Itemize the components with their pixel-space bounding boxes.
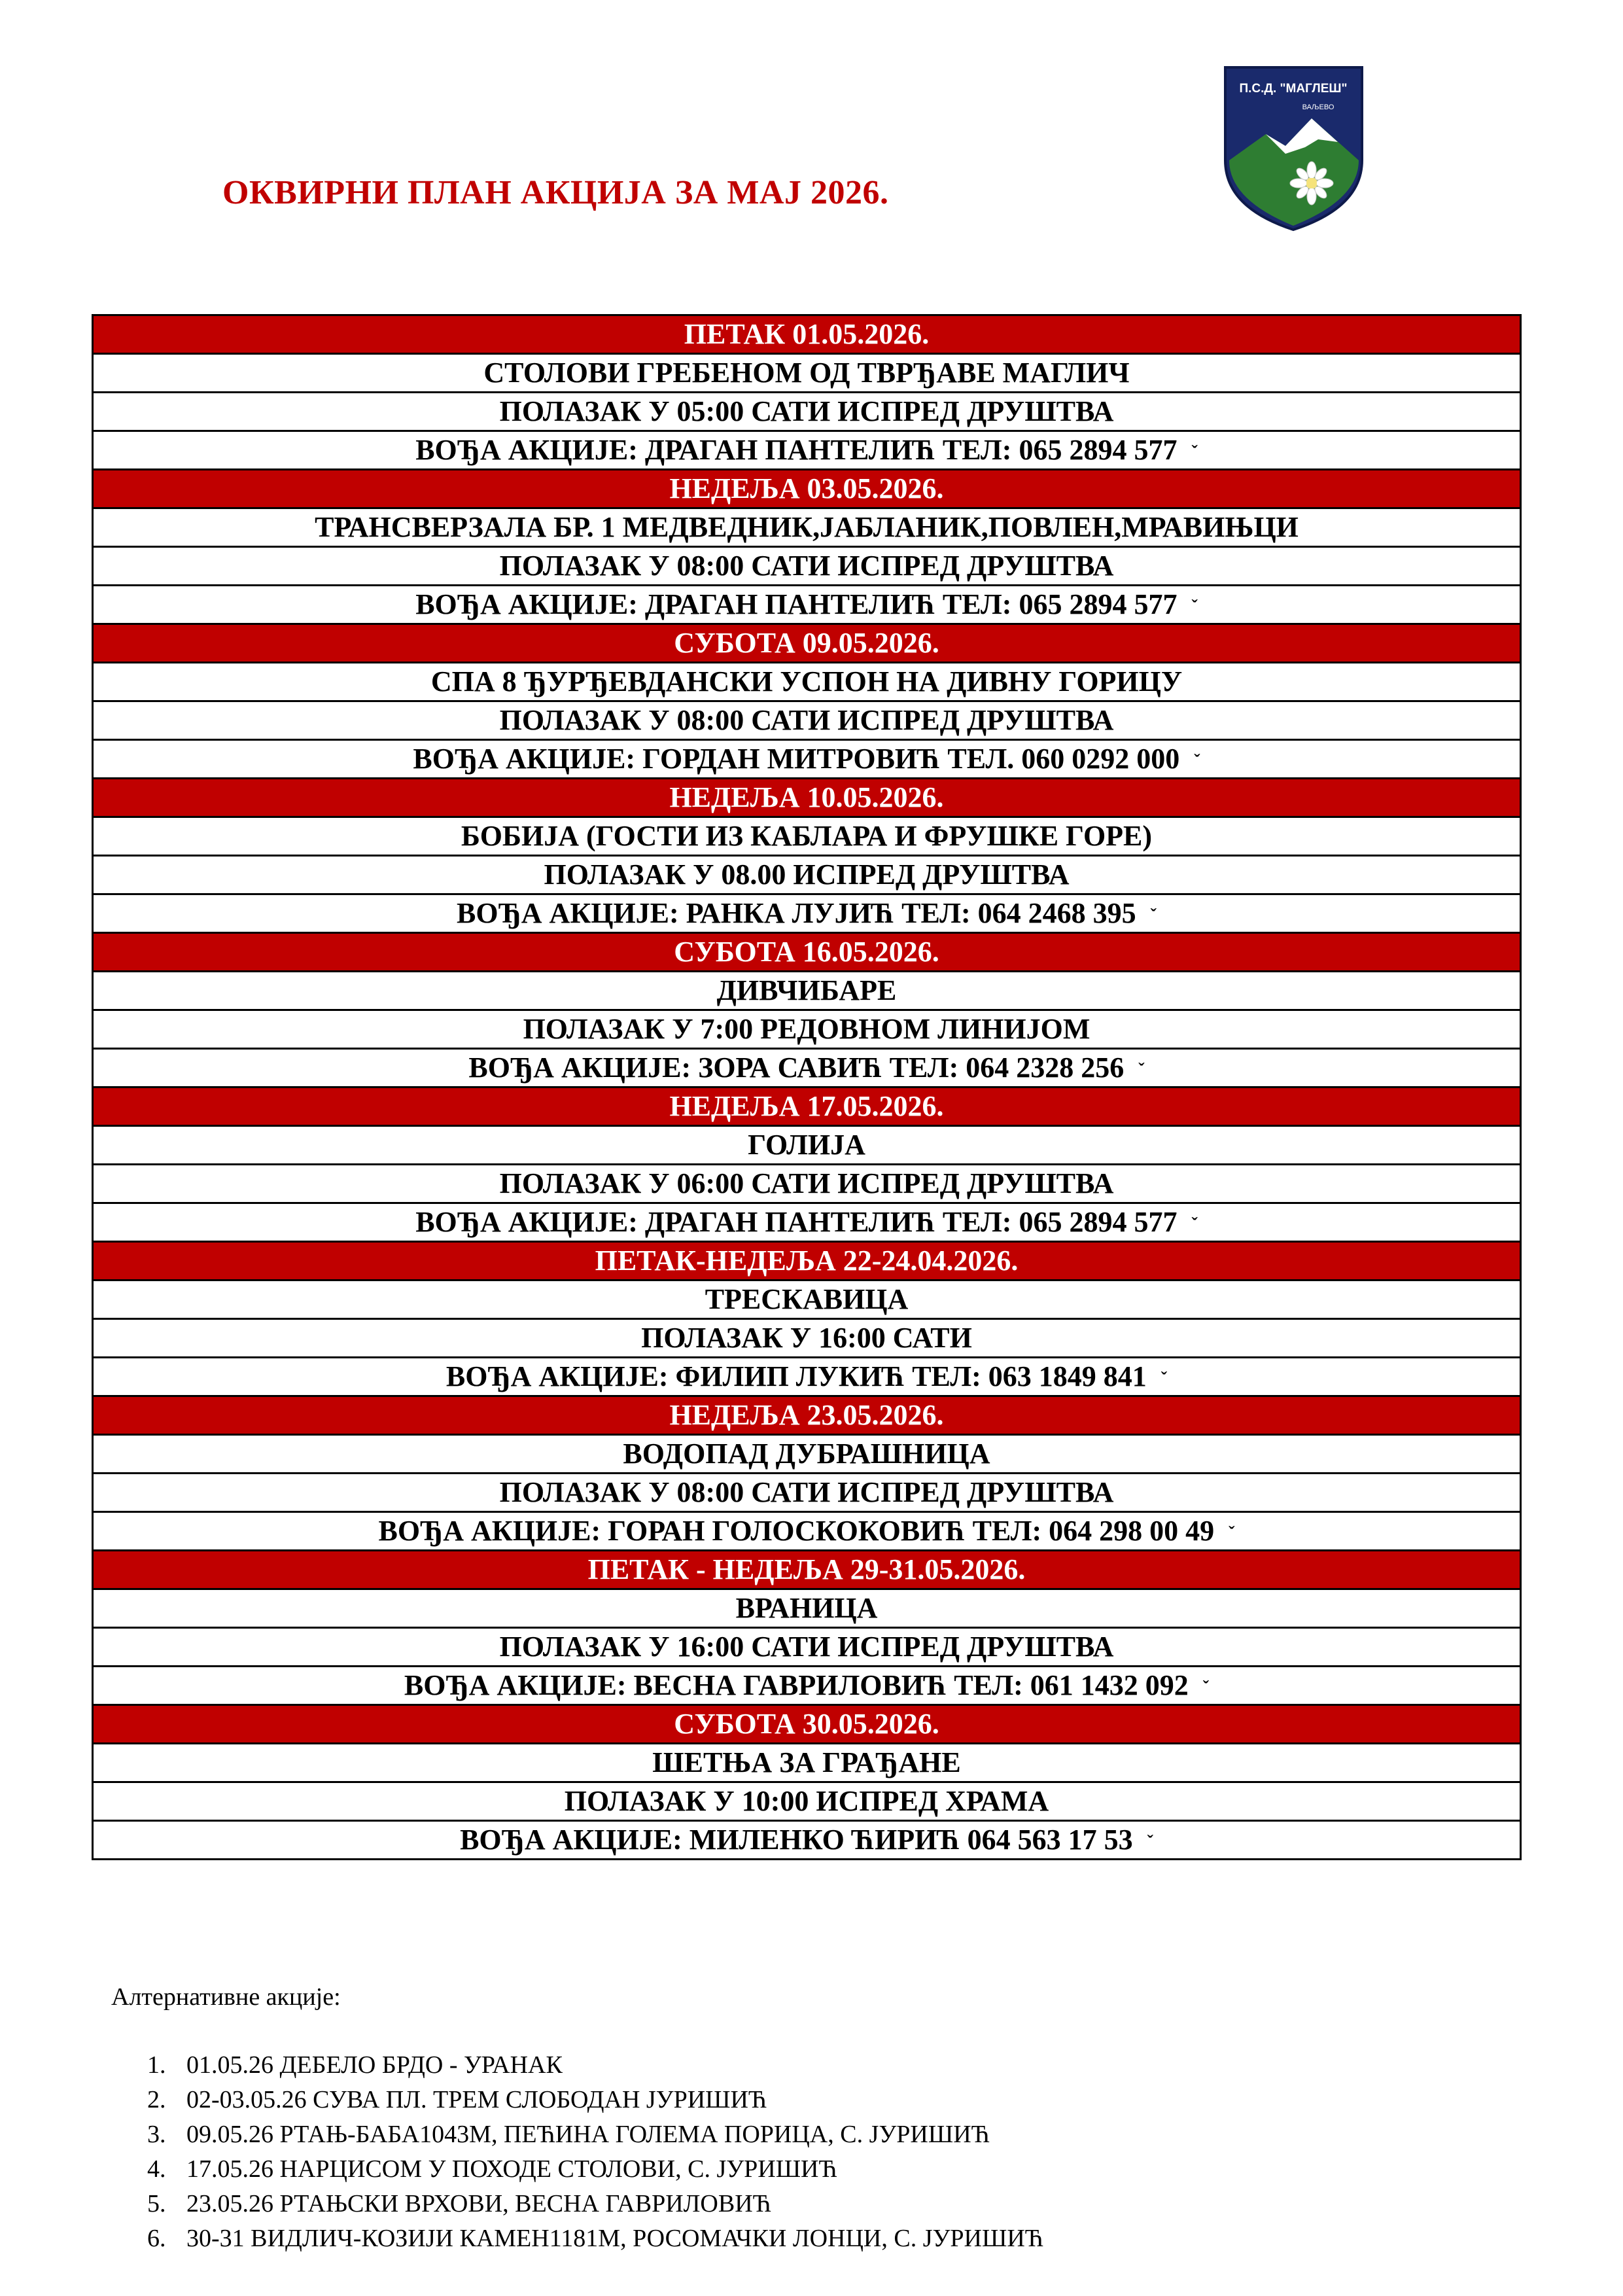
list-item-number: 6. — [147, 2225, 166, 2252]
event-date-row-cell — [93, 1242, 1521, 1280]
event-destination-row-cell — [93, 1126, 1521, 1165]
event-leader-row-cell — [93, 894, 1521, 933]
event-destination: ВРАНИЦА — [735, 1592, 878, 1624]
event-destination-row-cell — [93, 817, 1521, 856]
event-date: СУБОТА 30.05.2026. — [674, 1708, 939, 1740]
event-date-row — [93, 470, 1521, 508]
event-date: ПЕТАК 01.05.2026. — [684, 318, 930, 350]
event-destination-row-cell — [93, 972, 1521, 1010]
chevron-down-icon: ˇ — [1194, 751, 1200, 771]
event-departure: ПОЛАЗАК У 16:00 САТИ ИСПРЕД ДРУШТВА — [499, 1631, 1114, 1663]
event-date-row-cell — [93, 779, 1521, 817]
event-date-row — [93, 1551, 1521, 1589]
event-leader-row-cell — [93, 1512, 1521, 1551]
title-text: ОКВИРНИ ПЛАН АКЦИЈА ЗА МАЈ 2026 — [222, 174, 880, 211]
event-departure: ПОЛАЗАК У 08:00 САТИ ИСПРЕД ДРУШТВА — [499, 1476, 1114, 1508]
event-leader-row-cell — [93, 740, 1521, 779]
event-leader-row — [93, 1203, 1521, 1242]
event-departure-row-cell — [93, 393, 1521, 431]
event-destination: ТРАНСВЕРЗАЛА БР. 1 МЕДВЕДНИК,ЈАБЛАНИК,ПОВЛЕН,МРАВИЊЦИ — [315, 511, 1299, 543]
event-date: НЕДЕЉА 03.05.2026. — [669, 472, 944, 504]
event-leader: ВОЂА АКЦИЈЕ: РАНКА ЛУЈИЋ ТЕЛ: 064 2468 395 — [457, 897, 1136, 929]
club-logo — [1213, 62, 1374, 234]
event-departure-row — [93, 701, 1521, 740]
list-item-text: 02-03.05.26 СУВА ПЛ. ТРЕМ СЛОБОДАН ЈУРИШИЋ — [186, 2086, 767, 2113]
event-destination: ВОДОПАД ДУБРАШНИЦА — [623, 1438, 990, 1470]
event-departure-row — [93, 1628, 1521, 1667]
event-leader: ВОЂА АКЦИЈЕ: ВЕСНА ГАВРИЛОВИЋ ТЕЛ: 061 1432 092 — [404, 1669, 1189, 1701]
event-destination-row — [93, 354, 1521, 393]
list-item-number: 4. — [147, 2155, 166, 2183]
list-item-number: 3. — [147, 2121, 166, 2148]
chevron-down-icon: ˇ — [1150, 905, 1157, 926]
chevron-down-icon: ˇ — [1191, 1214, 1198, 1235]
list-item-text: 17.05.26 НАРЦИСОМ У ПОХОДЕ СТОЛОВИ, С. ЈУРИШИЋ — [186, 2155, 837, 2183]
event-departure-row-cell — [93, 856, 1521, 894]
event-date: НЕДЕЉА 23.05.2026. — [669, 1399, 944, 1431]
event-destination-row-cell — [93, 1589, 1521, 1628]
event-destination-row-cell — [93, 663, 1521, 701]
chevron-down-icon: ˇ — [1191, 596, 1198, 617]
event-leader-row — [93, 1821, 1521, 1860]
event-leader: ВОЂА АКЦИЈЕ: МИЛЕНКО ЋИРИЋ 064 563 17 53 — [460, 1824, 1133, 1856]
event-date-row-cell — [93, 1396, 1521, 1435]
alternatives-list — [111, 2048, 1043, 2256]
event-date-row-cell — [93, 315, 1521, 354]
event-destination-row — [93, 1589, 1521, 1628]
event-date: СУБОТА 16.05.2026. — [674, 936, 939, 968]
event-destination-row-cell — [93, 508, 1521, 547]
event-destination-row — [93, 817, 1521, 856]
event-date-row — [93, 933, 1521, 972]
event-leader-row — [93, 1512, 1521, 1551]
event-departure-row-cell — [93, 1782, 1521, 1821]
event-leader: ВОЂА АКЦИЈЕ: ДРАГАН ПАНТЕЛИЋ ТЕЛ: 065 2894 577 — [415, 1206, 1178, 1238]
event-destination-row-cell — [93, 354, 1521, 393]
event-date: СУБОТА 09.05.2026. — [674, 627, 939, 659]
event-destination-row — [93, 1280, 1521, 1319]
event-departure: ПОЛАЗАК У 7:00 РЕДОВНОМ ЛИНИЈОМ — [523, 1013, 1091, 1045]
event-departure: ПОЛАЗАК У 08.00 ИСПРЕД ДРУШТВА — [544, 858, 1070, 891]
list-item-number: 2. — [147, 2086, 166, 2113]
event-departure: ПОЛАЗАК У 08:00 САТИ ИСПРЕД ДРУШТВА — [499, 550, 1114, 582]
event-leader-row-cell — [93, 1203, 1521, 1242]
event-leader-row — [93, 1667, 1521, 1705]
event-departure-row-cell — [93, 701, 1521, 740]
event-destination-row — [93, 1744, 1521, 1782]
event-date-row-cell — [93, 624, 1521, 663]
event-leader: ВОЂА АКЦИЈЕ: ДРАГАН ПАНТЕЛИЋ ТЕЛ: 065 2894 577 — [415, 434, 1178, 466]
chevron-down-icon: ˇ — [1229, 1523, 1235, 1544]
event-departure-row-cell — [93, 547, 1521, 586]
event-leader: ВОЂА АКЦИЈЕ: ЗОРА САВИЋ ТЕЛ: 064 2328 256 — [468, 1051, 1125, 1084]
event-date: НЕДЕЉА 17.05.2026. — [669, 1090, 944, 1122]
event-date: ПЕТАК - НЕДЕЉА 29-31.05.2026. — [587, 1553, 1026, 1585]
event-destination-row — [93, 508, 1521, 547]
event-departure-row — [93, 856, 1521, 894]
alternatives-heading: Алтернативне акције: — [111, 1983, 341, 2011]
event-date-row-cell — [93, 470, 1521, 508]
event-leader-row-cell — [93, 431, 1521, 470]
chevron-down-icon: ˇ — [1161, 1368, 1168, 1389]
title-period: . — [879, 174, 889, 211]
event-date-row-cell — [93, 1551, 1521, 1589]
event-date-row — [93, 1242, 1521, 1280]
event-date-row-cell — [93, 1705, 1521, 1744]
list-item-text: 30-31 ВИДЛИЧ-КОЗИЈИ КАМЕН1181М, РОСОМАЧКИ ЛОНЦИ, С. ЈУРИШИЋ — [186, 2225, 1043, 2252]
event-destination-row — [93, 1435, 1521, 1474]
event-date-row-cell — [93, 1087, 1521, 1126]
event-leader: ВОЂА АКЦИЈЕ: ФИЛИП ЛУКИЋ ТЕЛ: 063 1849 841 — [445, 1360, 1147, 1392]
event-departure-row — [93, 393, 1521, 431]
event-leader: ВОЂА АКЦИЈЕ: ГОРАН ГОЛОСКОКОВИЋ ТЕЛ: 064 298 00 49 — [378, 1515, 1215, 1547]
logo-bottom-text: ВАЉЕВО — [1302, 103, 1335, 111]
event-departure-row-cell — [93, 1474, 1521, 1512]
chevron-down-icon: ˇ — [1191, 442, 1198, 463]
event-date-row — [93, 315, 1521, 354]
event-departure-row-cell — [93, 1010, 1521, 1049]
event-departure-row — [93, 547, 1521, 586]
event-departure-row-cell — [93, 1319, 1521, 1358]
event-departure: ПОЛАЗАК У 16:00 САТИ — [641, 1322, 972, 1354]
chevron-down-icon: ˇ — [1147, 1831, 1153, 1852]
event-leader-row-cell — [93, 1821, 1521, 1860]
list-item-text: 23.05.26 РТАЊСКИ ВРХОВИ, ВЕСНА ГАВРИЛОВИЋ — [186, 2190, 771, 2217]
event-departure-row — [93, 1010, 1521, 1049]
event-departure: ПОЛАЗАК У 05:00 САТИ ИСПРЕД ДРУШТВА — [499, 395, 1114, 427]
event-leader-row-cell — [93, 1358, 1521, 1396]
event-destination-row — [93, 972, 1521, 1010]
event-date-row — [93, 1087, 1521, 1126]
event-leader-row-cell — [93, 1049, 1521, 1087]
event-destination: ТРЕСКАВИЦА — [705, 1283, 909, 1315]
list-item — [111, 2117, 1043, 2152]
event-destination-row — [93, 663, 1521, 701]
chevron-down-icon: ˇ — [1138, 1059, 1145, 1080]
event-destination: ДИВЧИБАРЕ — [716, 974, 897, 1006]
event-departure-row-cell — [93, 1165, 1521, 1203]
event-departure-row — [93, 1782, 1521, 1821]
page-title — [222, 173, 888, 212]
event-date: ПЕТАК-НЕДЕЉА 22-24.04.2026. — [595, 1245, 1019, 1277]
list-item-number: 5. — [147, 2190, 166, 2217]
list-item — [111, 2152, 1043, 2187]
event-departure: ПОЛАЗАК У 10:00 ИСПРЕД ХРАМА — [564, 1785, 1049, 1817]
event-departure: ПОЛАЗАК У 06:00 САТИ ИСПРЕД ДРУШТВА — [499, 1167, 1114, 1199]
event-leader-row — [93, 586, 1521, 624]
event-destination-row — [93, 1126, 1521, 1165]
list-item — [111, 2048, 1043, 2083]
event-leader-row-cell — [93, 586, 1521, 624]
event-leader-row-cell — [93, 1667, 1521, 1705]
event-destination-row-cell — [93, 1435, 1521, 1474]
event-leader: ВОЂА АКЦИЈЕ: ДРАГАН ПАНТЕЛИЋ ТЕЛ: 065 2894 577 — [415, 588, 1178, 620]
event-leader-row — [93, 740, 1521, 779]
action-plan-table — [92, 314, 1522, 1860]
list-item — [111, 2221, 1043, 2256]
event-leader-row — [93, 1358, 1521, 1396]
event-departure-row-cell — [93, 1628, 1521, 1667]
event-date-row-cell — [93, 933, 1521, 972]
event-leader-row — [93, 894, 1521, 933]
event-leader: ВОЂА АКЦИЈЕ: ГОРДАН МИТРОВИЋ ТЕЛ. 060 0292 000 — [413, 743, 1180, 775]
event-destination: СТОЛОВИ ГРЕБЕНОМ ОД ТВРЂАВЕ МАГЛИЧ — [483, 357, 1130, 389]
list-item-text: 09.05.26 РТАЊ-БАБА1043М, ПЕЋИНА ГОЛЕМА ПОРИЦА, С. ЈУРИШИЋ — [186, 2121, 990, 2148]
list-item-text: 01.05.26 ДЕБЕЛО БРДО - УРАНАК — [186, 2051, 563, 2079]
chevron-down-icon: ˇ — [1202, 1677, 1210, 1698]
event-date-row — [93, 624, 1521, 663]
list-item — [111, 2187, 1043, 2221]
event-departure: ПОЛАЗАК У 08:00 САТИ ИСПРЕД ДРУШТВА — [499, 704, 1114, 736]
event-destination: БОБИЈА (ГОСТИ ИЗ КАБЛАРА И ФРУШКЕ ГОРЕ) — [461, 820, 1153, 852]
event-date-row — [93, 1705, 1521, 1744]
event-leader-row — [93, 431, 1521, 470]
event-date-row — [93, 1396, 1521, 1435]
list-item — [111, 2083, 1043, 2117]
event-destination: ГОЛИЈА — [748, 1129, 865, 1161]
logo-top-text: П.С.Д. "МАГЛЕШ" — [1239, 82, 1348, 96]
event-departure-row — [93, 1474, 1521, 1512]
event-leader-row — [93, 1049, 1521, 1087]
list-item-number: 1. — [147, 2051, 166, 2079]
event-destination: ШЕТЊА ЗА ГРАЂАНЕ — [652, 1746, 961, 1778]
event-destination-row-cell — [93, 1744, 1521, 1782]
event-departure-row — [93, 1319, 1521, 1358]
event-destination-row-cell — [93, 1280, 1521, 1319]
event-date: НЕДЕЉА 10.05.2026. — [669, 781, 944, 813]
event-destination: СПА 8 ЂУРЂЕВДАНСКИ УСПОН НА ДИВНУ ГОРИЦУ — [430, 665, 1183, 698]
event-departure-row — [93, 1165, 1521, 1203]
event-date-row — [93, 779, 1521, 817]
